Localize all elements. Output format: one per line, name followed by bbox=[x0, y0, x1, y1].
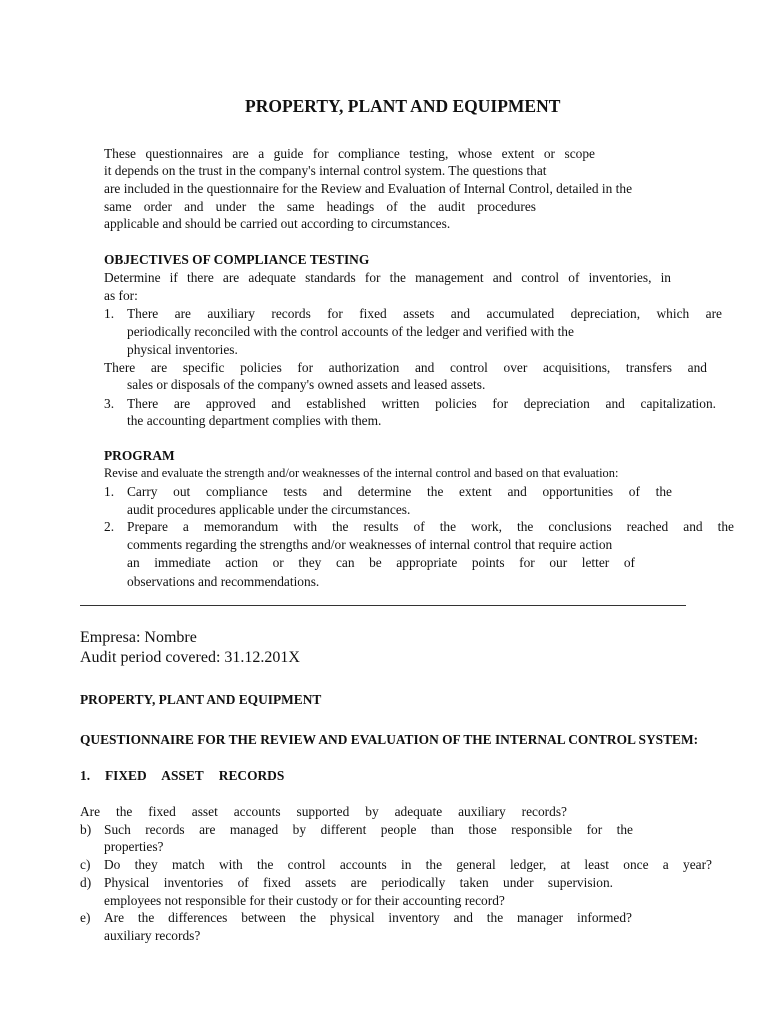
list-number: 2. bbox=[104, 519, 115, 534]
objective-item-line: There are specific policies for authorization and control over acquisitions, transfers and bbox=[104, 360, 707, 375]
question-letter: e) bbox=[80, 910, 91, 925]
objectives-heading: OBJECTIVES OF COMPLIANCE TESTING bbox=[104, 252, 370, 267]
program-item-line: observations and recommendations. bbox=[127, 574, 320, 589]
fixed-asset-heading: FIXED ASSET RECORDS bbox=[105, 768, 285, 783]
objective-item-line: There are auxiliary records for fixed assets and accumulated depreciation, which are bbox=[127, 306, 722, 321]
objectives-lead-line: as for: bbox=[104, 288, 138, 303]
question-letter: b) bbox=[80, 822, 92, 837]
program-item-line: an immediate action or they can be appropriate points for our letter of bbox=[127, 555, 635, 570]
section-title: PROPERTY, PLANT AND EQUIPMENT bbox=[80, 692, 322, 707]
section-number: 1. bbox=[80, 768, 91, 783]
company-name: Empresa: Nombre bbox=[80, 629, 197, 646]
objective-item-line: the accounting department complies with them. bbox=[127, 413, 382, 428]
list-number: 3. bbox=[104, 396, 115, 411]
objectives-lead-line: Determine if there are adequate standards for the management and control of inventories, in bbox=[104, 270, 671, 285]
question-letter: d) bbox=[80, 875, 92, 890]
question-b-line: Such records are managed by different people than those responsible for the bbox=[104, 822, 633, 837]
program-item-line: Carry out compliance tests and determine the extent and opportunities of the bbox=[127, 484, 672, 499]
program-item-line: Prepare a memorandum with the results of the work, the conclusions reached and the bbox=[127, 519, 734, 534]
program-lead: Revise and evaluate the strength and/or weaknesses of the internal control and based on that evaluation: bbox=[104, 466, 619, 480]
horizontal-divider bbox=[80, 605, 686, 606]
question-e-line: auxiliary records? bbox=[104, 928, 201, 943]
question-d-line: Physical inventories of fixed assets are periodically taken under supervision. bbox=[104, 875, 613, 890]
document-title: PROPERTY, PLANT AND EQUIPMENT bbox=[245, 96, 561, 116]
question-b-line: properties? bbox=[104, 839, 164, 854]
intro-line: it depends on the trust in the company's internal control system. The questions that bbox=[104, 163, 547, 178]
question-a: Are the fixed asset accounts supported by adequate auxiliary records? bbox=[80, 804, 567, 819]
audit-period: Audit period covered: 31.12.201X bbox=[80, 649, 300, 666]
question-letter: c) bbox=[80, 857, 91, 872]
program-item-line: audit procedures applicable under the circumstances. bbox=[127, 502, 411, 517]
program-heading: PROGRAM bbox=[104, 448, 175, 463]
intro-line: are included in the questionnaire for the Review and Evaluation of Internal Control, detailed in the bbox=[104, 181, 633, 196]
intro-line: applicable and should be carried out according to circumstances. bbox=[104, 216, 451, 231]
objective-item-line: physical inventories. bbox=[127, 342, 238, 357]
intro-line: same order and under the same headings of the audit procedures bbox=[104, 199, 536, 214]
question-c-line: Do they match with the control accounts in the general ledger, at least once a year? bbox=[104, 857, 712, 872]
objective-item-line: sales or disposals of the company's owned assets and leased assets. bbox=[127, 377, 486, 392]
list-number: 1. bbox=[104, 484, 115, 499]
questionnaire-title: QUESTIONNAIRE FOR THE REVIEW AND EVALUATION OF THE INTERNAL CONTROL SYSTEM: bbox=[80, 732, 699, 747]
question-d-line: employees not responsible for their custody or for their accounting record? bbox=[104, 893, 505, 908]
objective-item-line: periodically reconciled with the control accounts of the ledger and verified with the bbox=[127, 324, 574, 339]
program-item-line: comments regarding the strengths and/or weaknesses of internal control that require action bbox=[127, 537, 613, 552]
objective-item-line: There are approved and established written policies for depreciation and capitalization. bbox=[127, 396, 716, 411]
intro-line: These questionnaires are a guide for compliance testing, whose extent or scope bbox=[104, 146, 595, 161]
question-e-line: Are the differences between the physical inventory and the manager informed? bbox=[104, 910, 632, 925]
list-number: 1. bbox=[104, 306, 115, 321]
